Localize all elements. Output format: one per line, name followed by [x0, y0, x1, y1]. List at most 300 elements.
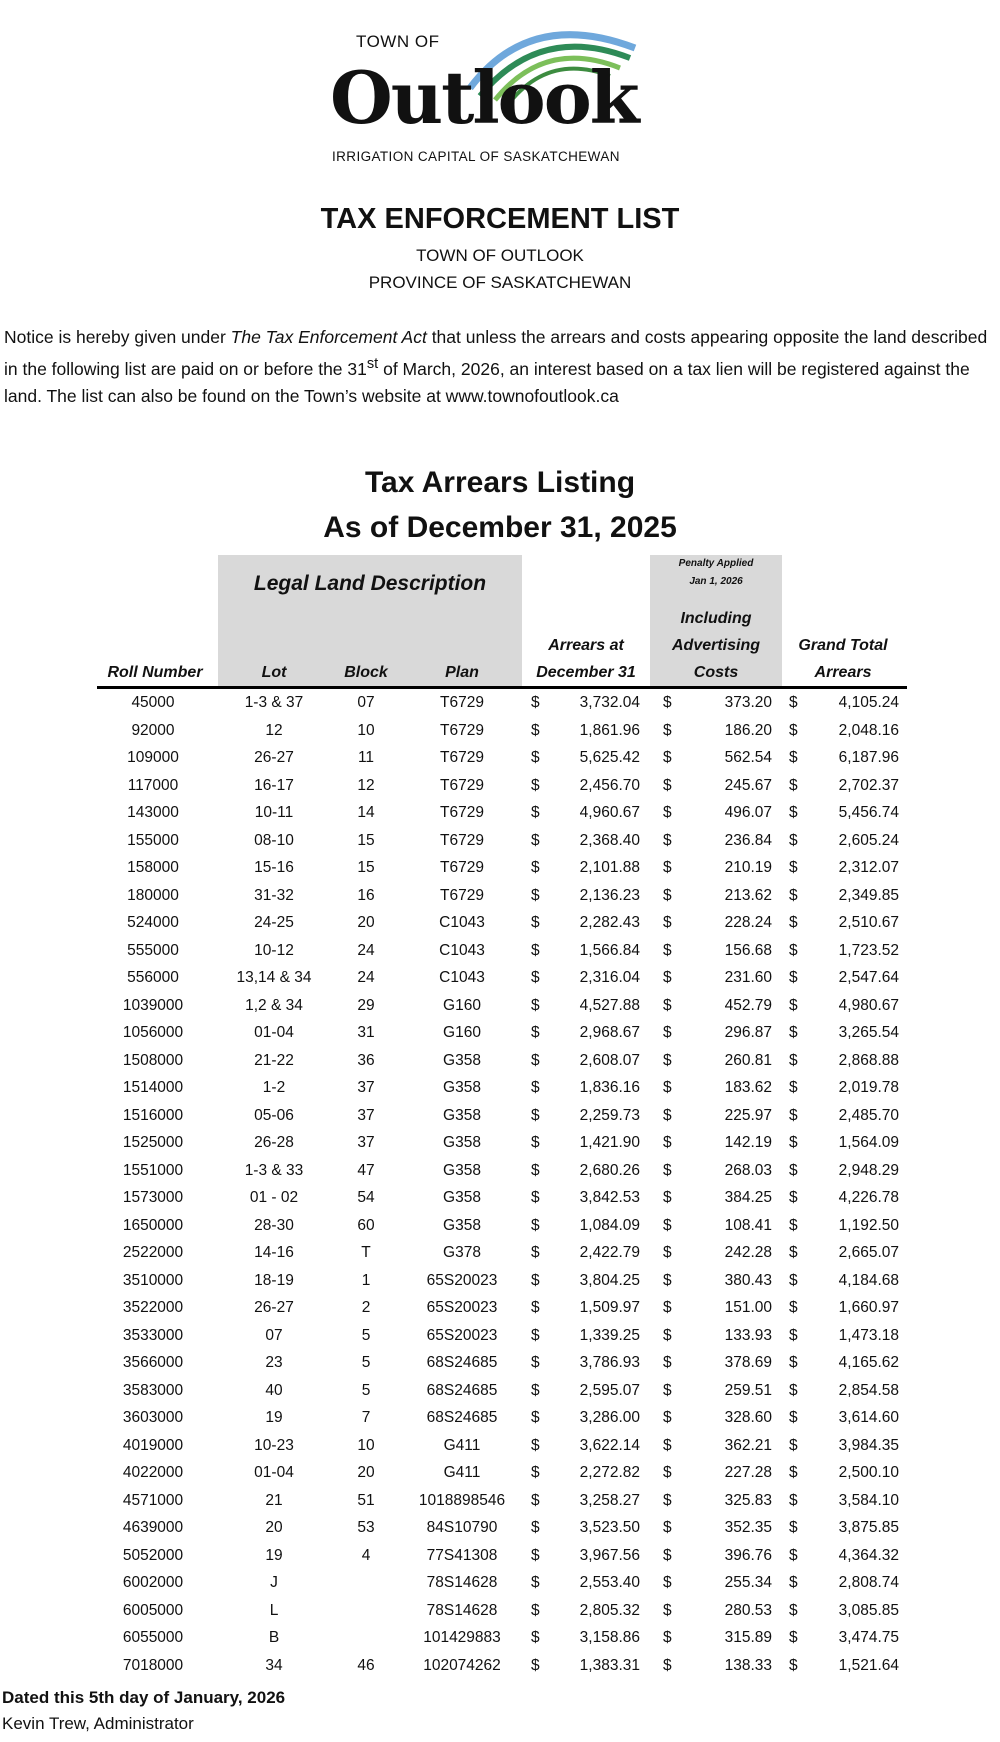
currency-symbol: $ [789, 1079, 798, 1096]
lot-cell: 28-30 [254, 1216, 294, 1234]
roll-number-cell: 524000 [127, 914, 179, 931]
arrears-header-1: Arrears at [548, 637, 624, 654]
arrears-cell: 1,383.31 [579, 1656, 640, 1674]
currency-symbol: $ [789, 1629, 798, 1646]
currency-symbol: $ [663, 1299, 672, 1316]
currency-symbol: $ [789, 721, 798, 739]
block-cell: 37 [357, 1079, 375, 1096]
lot-cell: 16-17 [254, 776, 294, 794]
block-cell: 15 [357, 831, 375, 849]
currency-symbol: $ [789, 1601, 798, 1619]
table-row [0, 1130, 1000, 1158]
lot-cell: 26-28 [254, 1134, 294, 1151]
block-cell: 5 [361, 1354, 371, 1371]
table-row [0, 745, 1000, 773]
lot-cell: 26-27 [254, 1299, 294, 1316]
arrears-cell: 1,566.84 [579, 941, 640, 959]
table-row [0, 1103, 1000, 1131]
grand-total-cell: 1,192.50 [838, 1216, 899, 1234]
table-row [0, 1653, 1000, 1681]
plan-cell: 78S14628 [426, 1574, 498, 1591]
plan-cell: G358 [443, 1216, 481, 1234]
currency-symbol: $ [663, 1024, 672, 1041]
penalty-cell: 227.28 [724, 1464, 772, 1481]
currency-symbol: $ [663, 1161, 672, 1179]
plan-cell: C1043 [439, 969, 485, 986]
plan-cell: G160 [443, 1024, 481, 1041]
currency-symbol: $ [531, 859, 540, 876]
table-row [0, 1158, 1000, 1186]
block-cell: 24 [357, 969, 375, 986]
grand-total-cell: 4,364.32 [838, 1546, 899, 1564]
lot-cell: 21-22 [254, 1051, 294, 1069]
grand-total-cell: 4,980.67 [838, 996, 899, 1014]
dated-line: Dated this 5th day of January, 2026 [2, 1688, 286, 1707]
lot-cell: 05-06 [254, 1106, 294, 1124]
currency-symbol: $ [789, 1574, 798, 1591]
currency-symbol: $ [531, 1271, 540, 1289]
block-cell: T [361, 1244, 371, 1261]
currency-symbol: $ [789, 1656, 798, 1674]
penalty-cell: 562.54 [724, 749, 772, 766]
arrears-cell: 1,421.90 [579, 1134, 640, 1151]
lot-cell: L [269, 1601, 279, 1619]
currency-symbol: $ [663, 1381, 672, 1399]
block-cell: 10 [357, 721, 375, 739]
table-row [0, 1378, 1000, 1406]
notice-paragraph: Notice is hereby given under The Tax Enforcement Act that unless the arrears and costs appearing opposite the land described in the following list are paid on or before the 31st of March, 2026, an interest based on a tax lien will be registered against the land. The list can also be found on the Town’s website at www.townofoutlook.ca [4, 327, 988, 406]
roll-number-cell: 4022000 [122, 1464, 184, 1481]
penalty-cell: 255.34 [724, 1574, 772, 1591]
lot-cell: 15-16 [254, 859, 294, 876]
roll-number-cell: 6055000 [122, 1629, 184, 1646]
grand-total-cell: 1,660.97 [838, 1299, 899, 1316]
grand-total-cell: 3,085.85 [838, 1601, 899, 1619]
currency-symbol: $ [789, 1326, 798, 1344]
currency-symbol: $ [663, 1079, 672, 1096]
currency-symbol: $ [531, 1051, 540, 1069]
table-row [0, 1295, 1000, 1323]
arrears-cell: 3,786.93 [579, 1354, 640, 1371]
currency-symbol: $ [531, 996, 540, 1014]
block-cell: 37 [357, 1134, 375, 1151]
lot-cell: 19 [265, 1409, 283, 1426]
arrears-cell: 1,836.16 [579, 1079, 640, 1096]
penalty-cell: 380.43 [724, 1271, 772, 1289]
lot-header: Lot [261, 664, 287, 681]
arrears-cell: 3,158.86 [579, 1629, 640, 1646]
block-cell: 12 [357, 776, 375, 794]
legal-description-header: Legal Land Description [253, 572, 487, 595]
roll-number-cell: 1525000 [122, 1134, 184, 1151]
roll-number-cell: 1650000 [122, 1216, 184, 1234]
currency-symbol: $ [531, 1436, 540, 1454]
block-cell: 36 [357, 1051, 375, 1069]
lot-cell: 13,14 & 34 [236, 969, 312, 986]
roll-number-cell: 1551000 [122, 1161, 184, 1179]
grand-total-cell: 2,808.74 [838, 1574, 899, 1591]
arrears-cell: 5,625.42 [579, 749, 640, 766]
total-header-1: Grand Total [798, 637, 888, 654]
block-cell: 46 [357, 1656, 375, 1674]
plan-cell: T6729 [440, 859, 484, 876]
plan-cell: G160 [443, 996, 481, 1014]
currency-symbol: $ [663, 1519, 672, 1536]
table-row [0, 828, 1000, 856]
table-row [0, 883, 1000, 911]
block-cell: 11 [357, 749, 375, 766]
arrears-cell: 3,258.27 [579, 1491, 640, 1509]
currency-symbol: $ [531, 1656, 540, 1674]
grand-total-cell: 3,984.35 [838, 1436, 899, 1454]
block-cell: 60 [357, 1216, 375, 1234]
grand-total-cell: 2,048.16 [838, 721, 899, 739]
roll-number-cell: 3533000 [122, 1326, 184, 1344]
roll-number-cell: 155000 [127, 831, 179, 849]
currency-symbol: $ [531, 721, 540, 739]
plan-cell: 102074262 [423, 1656, 501, 1674]
roll-number-cell: 158000 [127, 859, 179, 876]
block-cell: 4 [361, 1546, 371, 1564]
plan-cell: T6729 [440, 886, 484, 904]
table-row [0, 1598, 1000, 1626]
currency-symbol: $ [663, 804, 672, 821]
currency-symbol: $ [789, 859, 798, 876]
roll-number-cell: 5052000 [122, 1546, 184, 1564]
block-cell: 1 [361, 1271, 371, 1289]
penalty-cell: 362.21 [724, 1436, 772, 1454]
table-row [0, 1515, 1000, 1543]
currency-symbol: $ [531, 1519, 540, 1536]
currency-symbol: $ [531, 694, 540, 711]
currency-symbol: $ [663, 969, 672, 986]
plan-cell: 84S10790 [426, 1519, 498, 1536]
currency-symbol: $ [531, 1161, 540, 1179]
lot-cell: 34 [265, 1656, 283, 1674]
currency-symbol: $ [531, 1601, 540, 1619]
plan-cell: T6729 [440, 776, 484, 794]
table-row [0, 1020, 1000, 1048]
currency-symbol: $ [531, 969, 540, 986]
currency-symbol: $ [789, 1354, 798, 1371]
plan-cell: T6729 [440, 831, 484, 849]
plan-cell: 68S24685 [426, 1409, 498, 1426]
currency-symbol: $ [531, 1546, 540, 1564]
roll-number-cell: 180000 [127, 886, 179, 904]
grand-total-cell: 2,605.24 [838, 831, 899, 849]
block-cell: 5 [361, 1381, 371, 1399]
grand-total-cell: 5,456.74 [838, 804, 899, 821]
currency-symbol: $ [531, 1381, 540, 1399]
plan-cell: T6729 [440, 804, 484, 821]
grand-total-cell: 2,500.10 [838, 1464, 899, 1481]
currency-symbol: $ [663, 1051, 672, 1069]
plan-cell: T6729 [440, 694, 484, 711]
penalty-cell: 325.83 [724, 1491, 772, 1509]
block-cell: 2 [361, 1299, 371, 1316]
lot-cell: 1,2 & 34 [245, 996, 303, 1014]
table-row [0, 800, 1000, 828]
roll-number-cell: 1056000 [122, 1024, 184, 1041]
lot-cell: 01 - 02 [249, 1189, 299, 1206]
penalty-cell: 210.19 [724, 859, 772, 876]
table-row [0, 1405, 1000, 1433]
arrears-cell: 2,282.43 [579, 914, 640, 931]
currency-symbol: $ [789, 1161, 798, 1179]
block-cell: 29 [357, 996, 375, 1014]
arrears-cell: 1,084.09 [579, 1216, 640, 1234]
roll-number-cell: 7018000 [122, 1656, 184, 1674]
block-cell: 47 [357, 1161, 375, 1179]
grand-total-cell: 2,665.07 [838, 1244, 899, 1261]
grand-total-cell: 2,854.58 [838, 1381, 899, 1399]
arrears-cell: 2,316.04 [579, 969, 640, 986]
lot-cell: 24-25 [254, 914, 294, 931]
logo-name: Outlook [330, 55, 638, 140]
penalty-cell: 186.20 [724, 721, 772, 739]
currency-symbol: $ [789, 1106, 798, 1124]
roll-number-cell: 1039000 [122, 996, 184, 1014]
block-cell: 24 [357, 941, 375, 959]
lot-cell: 1-3 & 33 [244, 1161, 304, 1179]
currency-symbol: $ [789, 969, 798, 986]
currency-symbol: $ [789, 1051, 798, 1069]
table-row [0, 965, 1000, 993]
currency-symbol: $ [531, 1106, 540, 1124]
page-subtitle-province: PROVINCE OF SASKATCHEWAN [368, 273, 632, 292]
block-cell: 7 [361, 1409, 371, 1426]
currency-symbol: $ [663, 859, 672, 876]
penalty-cell: 352.35 [724, 1519, 772, 1536]
plan-cell: G358 [443, 1161, 481, 1179]
lot-cell: 10-11 [254, 804, 294, 821]
currency-symbol: $ [789, 1409, 798, 1426]
table-row [0, 993, 1000, 1021]
roll-number-cell: 6002000 [122, 1574, 184, 1591]
penalty-cell: 396.76 [724, 1546, 772, 1564]
currency-symbol: $ [663, 1574, 672, 1591]
currency-symbol: $ [531, 1299, 540, 1316]
roll-number-cell: 3583000 [122, 1381, 184, 1399]
currency-symbol: $ [663, 1491, 672, 1509]
lot-cell: 19 [265, 1546, 283, 1564]
plan-cell: 65S20023 [426, 1271, 498, 1289]
table-row [0, 1240, 1000, 1268]
currency-symbol: $ [663, 1629, 672, 1646]
currency-symbol: $ [531, 1244, 540, 1261]
grand-total-cell: 2,312.07 [838, 859, 899, 876]
penalty-note-1: Penalty Applied [678, 558, 754, 569]
currency-symbol: $ [789, 776, 798, 794]
currency-symbol: $ [663, 1601, 672, 1619]
currency-symbol: $ [789, 886, 798, 904]
table-row [0, 1323, 1000, 1351]
arrears-cell: 1,509.97 [579, 1299, 640, 1316]
plan-cell: G378 [443, 1244, 481, 1261]
lot-cell: 21 [265, 1491, 283, 1509]
arrears-cell: 3,622.14 [579, 1436, 640, 1454]
lot-cell: 1-2 [262, 1079, 286, 1096]
currency-symbol: $ [663, 1216, 672, 1234]
costs-header-1: Including [680, 610, 752, 627]
currency-symbol: $ [789, 1271, 798, 1289]
lot-cell: 10-23 [254, 1436, 294, 1454]
roll-number-cell: 109000 [127, 749, 179, 766]
lot-cell: B [268, 1629, 280, 1646]
lot-cell: 20 [265, 1519, 283, 1536]
currency-symbol: $ [663, 914, 672, 931]
arrears-cell: 3,732.04 [579, 694, 640, 711]
grand-total-cell: 2,019.78 [838, 1079, 899, 1096]
arrears-cell: 4,527.88 [579, 996, 640, 1014]
arrears-cell: 3,523.50 [579, 1519, 640, 1536]
lot-cell: 23 [265, 1354, 283, 1371]
roll-number-cell: 1573000 [122, 1189, 184, 1206]
page-title: TAX ENFORCEMENT LIST [320, 203, 680, 235]
currency-symbol: $ [663, 941, 672, 959]
penalty-cell: 133.93 [724, 1326, 772, 1344]
currency-symbol: $ [789, 941, 798, 959]
arrears-cell: 2,136.23 [579, 886, 640, 904]
grand-total-cell: 3,474.75 [838, 1629, 899, 1646]
currency-symbol: $ [663, 1409, 672, 1426]
penalty-cell: 142.19 [724, 1134, 772, 1151]
arrears-cell: 2,368.40 [579, 831, 640, 849]
block-cell: 5 [361, 1326, 371, 1344]
penalty-cell: 151.00 [724, 1299, 772, 1316]
currency-symbol: $ [531, 776, 540, 794]
penalty-cell: 259.51 [724, 1381, 772, 1399]
currency-symbol: $ [789, 1436, 798, 1454]
lot-cell: 12 [265, 721, 283, 739]
currency-symbol: $ [789, 1491, 798, 1509]
penalty-cell: 260.81 [724, 1051, 772, 1069]
block-cell: 20 [357, 1464, 375, 1481]
total-header-2: Arrears [814, 664, 872, 681]
table-row [0, 1433, 1000, 1461]
plan-cell: 65S20023 [426, 1299, 498, 1316]
plan-cell: T6729 [440, 749, 484, 766]
penalty-cell: 268.03 [724, 1161, 772, 1179]
roll-number-cell: 1508000 [122, 1051, 184, 1069]
currency-symbol: $ [789, 996, 798, 1014]
plan-cell: T6729 [440, 721, 484, 739]
block-cell: 51 [357, 1491, 375, 1509]
currency-symbol: $ [789, 1244, 798, 1261]
signer-line: Kevin Trew, Administrator [2, 1714, 194, 1733]
table-row [0, 1185, 1000, 1213]
currency-symbol: $ [789, 831, 798, 849]
penalty-cell: 378.69 [724, 1354, 772, 1371]
plan-cell: C1043 [439, 941, 485, 959]
grand-total-cell: 2,868.88 [838, 1051, 899, 1069]
penalty-cell: 108.41 [724, 1216, 772, 1234]
currency-symbol: $ [789, 1381, 798, 1399]
penalty-cell: 452.79 [724, 996, 772, 1014]
arrears-cell: 2,553.40 [579, 1574, 640, 1591]
penalty-cell: 373.20 [724, 694, 772, 711]
roll-number-cell: 4639000 [122, 1519, 184, 1536]
listing-date: As of December 31, 2025 [323, 511, 677, 544]
roll-number-cell: 143000 [127, 804, 179, 821]
table-row [0, 1488, 1000, 1516]
penalty-cell: 296.87 [724, 1024, 772, 1041]
arrears-cell: 2,272.82 [579, 1464, 640, 1481]
grand-total-cell: 1,521.64 [838, 1656, 899, 1674]
page-subtitle-town: TOWN OF OUTLOOK [416, 246, 584, 265]
roll-number-cell: 3603000 [122, 1409, 184, 1426]
penalty-cell: 156.68 [724, 941, 772, 959]
currency-symbol: $ [663, 749, 672, 766]
tax-arrears-table [0, 690, 1000, 1680]
grand-total-cell: 2,485.70 [838, 1106, 899, 1124]
roll-number-header: Roll Number [107, 664, 203, 681]
lot-cell: 40 [265, 1381, 283, 1399]
listing-title: Tax Arrears Listing [364, 466, 636, 499]
penalty-cell: 225.97 [724, 1106, 772, 1124]
table-row [0, 938, 1000, 966]
plan-header: Plan [445, 664, 479, 681]
currency-symbol: $ [789, 1299, 798, 1316]
roll-number-cell: 3566000 [122, 1354, 184, 1371]
arrears-cell: 2,805.32 [579, 1601, 640, 1619]
currency-symbol: $ [663, 1436, 672, 1454]
currency-symbol: $ [663, 1354, 672, 1371]
plan-cell: 65S20023 [426, 1326, 498, 1344]
grand-total-cell: 2,349.85 [838, 886, 899, 904]
grand-total-cell: 1,723.52 [838, 941, 899, 959]
grand-total-cell: 6,187.96 [838, 749, 899, 766]
plan-cell: 1018898546 [418, 1491, 506, 1509]
arrears-header-2: December 31 [536, 664, 636, 681]
penalty-cell: 384.25 [724, 1189, 772, 1206]
block-cell: 20 [357, 914, 375, 931]
currency-symbol: $ [531, 1491, 540, 1509]
currency-symbol: $ [663, 1271, 672, 1289]
lot-cell: 10-12 [254, 941, 294, 959]
plan-cell: 77S41308 [426, 1546, 498, 1564]
plan-cell: C1043 [439, 914, 485, 931]
currency-symbol: $ [531, 831, 540, 849]
table-row [0, 1570, 1000, 1598]
penalty-cell: 280.53 [724, 1601, 772, 1619]
block-cell: 16 [357, 886, 375, 904]
plan-cell: 78S14628 [426, 1601, 498, 1619]
logo-tagline: IRRIGATION CAPITAL OF SASKATCHEWAN [332, 149, 620, 164]
arrears-cell: 2,101.88 [579, 859, 640, 876]
penalty-cell: 245.67 [724, 776, 772, 794]
grand-total-cell: 4,105.24 [838, 694, 899, 711]
arrears-cell: 2,608.07 [579, 1051, 640, 1069]
currency-symbol: $ [789, 914, 798, 931]
penalty-cell: 315.89 [724, 1629, 772, 1646]
plan-cell: G358 [443, 1079, 481, 1096]
arrears-cell: 2,968.67 [579, 1024, 640, 1041]
logo-town-of: TOWN OF [356, 32, 440, 51]
lot-cell: 26-27 [254, 749, 294, 766]
block-cell: 15 [357, 859, 375, 876]
plan-cell: G358 [443, 1106, 481, 1124]
plan-cell: G358 [443, 1051, 481, 1069]
lot-cell: J [270, 1574, 278, 1591]
currency-symbol: $ [531, 1574, 540, 1591]
currency-symbol: $ [531, 1189, 540, 1206]
currency-symbol: $ [663, 996, 672, 1014]
costs-header-3: Costs [693, 664, 739, 681]
penalty-cell: 228.24 [724, 914, 772, 931]
grand-total-cell: 3,875.85 [838, 1519, 899, 1536]
arrears-cell: 3,967.56 [579, 1546, 640, 1564]
